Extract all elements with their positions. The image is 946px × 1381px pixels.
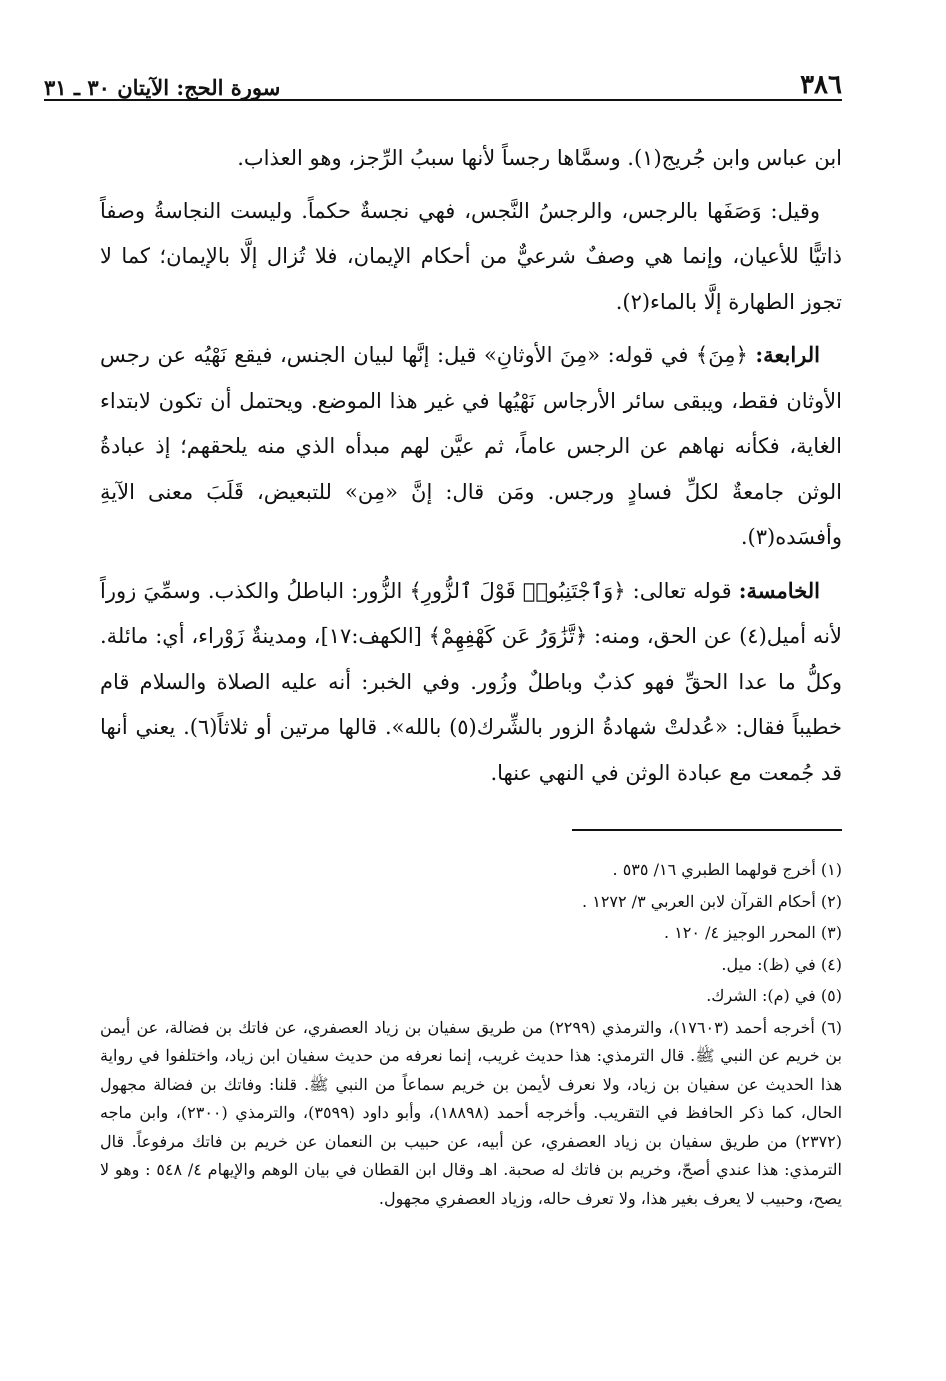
footnote: (٣) المحرر الوجيز ٤/ ١٢٠ . xyxy=(664,923,842,942)
paragraph xyxy=(100,332,842,561)
footnote: (٤) في (ظ): ميل. xyxy=(721,954,842,974)
running-head: سورة الحج: الآيتان ٣٠ ـ ٣١ xyxy=(44,75,281,100)
footnotes xyxy=(100,856,842,1216)
page-header xyxy=(44,58,842,98)
paragraph xyxy=(100,568,842,797)
page-number: ٣٨٦ xyxy=(800,70,842,100)
paragraph: ابن عباس وابن جُريج(١). وسمَّاها رجساً لأنها سببُ الرِّجز، وهو العذاب. xyxy=(237,146,842,170)
header-rule xyxy=(44,99,842,101)
footnote: (٥) في (م): الشرك. xyxy=(706,986,842,1005)
paragraph-text: ﴿مِنَ﴾ في قوله: «مِنَ الأوثانِ» قيل: إنَّها لبيان الجنس، فيقع نَهْيُه عن رجس الأوثان فقط، ويبقى سائر الأرجاس نَهْيُها في غير هذا الموضع. ويحتمل أن تكون لابتداء الغاية، فكأنه نهاهم عن الرجس عاماً، ثم عيَّن لهم مبدأه الذي منه يلحقهم؛ إذ عبادةُ الوثن جامعةٌ لكلِّ فسادٍ ورجس. ومَن قال: إنَّ «مِن» للتبعيض، قَلَبَ معنى الآيةِ وأفسَده(٣). xyxy=(100,343,842,549)
paragraph-text: قوله تعالى: ﴿وَٱجْتَنِبُوا۟ قَوْلَ ٱلزُّورِ﴾ الزُّور: الباطلُ والكذب. وسمِّيَ زوراً لأنه أميل(٤) عن الحق، ومنه: ﴿تَّزَٰوَرُ عَن كَهْفِهِمْ﴾ [الكهف:١٧]، ومدينةٌ زَوْراء، أي: مائلة. وكلُّ ما عدا الحقِّ فهو كذبٌ وباطلٌ وزُور. وفي الخبر: أنه عليه الصلاة والسلام قام خطيباً فقال: «عُدلتْ شهادةُ الزور بالشِّرك(٥) بالله». قالها مرتين أو ثلاثاً(٦). يعني أنها قد جُمعت مع عبادة الوثن في النهي عنها. xyxy=(100,578,842,785)
footnote-rule xyxy=(572,829,842,831)
paragraph: وقيل: وَصَفَها بالرجس، والرجسُ النَّجس، فهي نجسةٌ حكماً. وليست النجاسةُ وصفاً ذاتيًّا للأعيان، وإنما هي وصفٌ شرعيٌّ من أحكام الإيمان، فلا تُزال إلَّا بالإيمان؛ كما لا تجوز الطهارة إلَّا بالماء(٢). xyxy=(100,198,842,314)
footnote: (١) أخرج قولهما الطبري ١٦/ ٥٣٥ . xyxy=(612,860,842,879)
footnote: (٢) أحكام القرآن لابن العربي ٣/ ١٢٧٢ . xyxy=(582,891,842,911)
footnote: (٦) أخرجه أحمد (١٧٦٠٣)، والترمذي (٢٢٩٩) من طريق سفيان بن زياد العصفري، عن فاتك بن فضالة، عن أيمن بن خريم عن النبي ﷺ. قال الترمذي: هذا حديث غريب، إنما نعرفه من حديث سفيان ابن زياد، واختلفوا في رواية هذا الحديث عن سفيان بن زياد، ولا نعرف لأيمن بن خريم سماعاً من النبي ﷺ. قلنا: وفاتك بن فضالة مجهول الحال، كما ذكر الحافظ في التقريب. وأخرجه أحمد (١٨٨٩٨)، وأبو داود (٣٥٩٩)، والترمذي (٢٣٠٠)، وابن ماجه (٢٣٧٢) من طريق سفيان بن زياد العصفري، عن أبيه، عن حبيب بن النعمان عن خريم بن فاتك مرفوعاً. قال الترمذي: هذا عندي أصحّ، وخريم بن فاتك له صحبة. اهـ وقال ابن القطان في بيان الوهم والإيهام ٤/ ٥٤٨ : وهو لا يصح، وحبيب لا يعرف بغير هذا، ولا تعرف حاله، وزياد العصفري مجهول. xyxy=(100,1017,843,1208)
section-lead: الخامسة: xyxy=(738,577,820,603)
section-lead: الرابعة: xyxy=(755,342,820,367)
main-text xyxy=(100,136,842,803)
